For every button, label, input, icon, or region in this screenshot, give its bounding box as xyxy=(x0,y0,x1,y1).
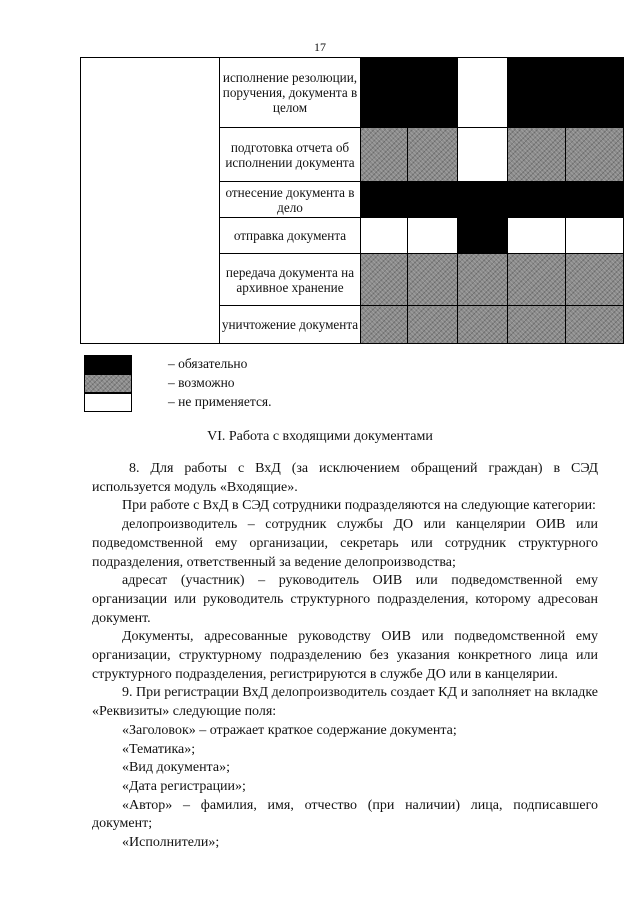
matrix-cell-gray xyxy=(508,254,566,306)
matrix-cell-gray xyxy=(361,254,408,306)
matrix-cell-black xyxy=(408,58,458,128)
matrix-cell-gray xyxy=(408,254,458,306)
matrix-cell-white xyxy=(408,218,458,254)
legend-swatch-white xyxy=(84,393,132,412)
matrix-cell-black xyxy=(361,58,408,128)
stage-label: отправка документа xyxy=(220,218,361,254)
paragraph: 8. Для работы с ВхД (за исключением обращений граждан) в СЭД используется модуль «Входящие». xyxy=(92,461,598,495)
paragraph: При работе с ВхД в СЭД сотрудники подразделяются на следующие категории: xyxy=(122,498,596,514)
matrix-cell-gray xyxy=(508,128,566,182)
matrix-cell-gray xyxy=(458,254,508,306)
stage-label: исполнение резолюции, поручения, документа в целом xyxy=(220,58,361,128)
matrix-cell-black xyxy=(458,182,508,218)
matrix-cell-gray xyxy=(508,306,566,344)
legend-swatch-black xyxy=(84,355,132,374)
stage-label: отнесение документа в дело xyxy=(220,182,361,218)
paragraph: делопроизводитель – сотрудник службы ДО или канцелярии ОИВ или подведомственной ему организации, секретарь или сотрудник структурного подразделения, ответственный за ведение делопроизводства; xyxy=(92,517,598,570)
paragraph: адресат (участник) – руководитель ОИВ или подведомственной ему организации или руководитель структурного подразделения, которому адресован документ. xyxy=(92,573,598,626)
paragraph: «Дата регистрации»; xyxy=(122,778,246,794)
stage-label: уничтожение документа xyxy=(220,306,361,344)
section-heading: VI. Работа с входящими документами xyxy=(207,429,433,444)
document-stage-matrix xyxy=(80,57,624,344)
matrix-cell-black xyxy=(566,182,624,218)
paragraph: «Тематика»; xyxy=(122,741,196,757)
matrix-cell-black xyxy=(408,182,458,218)
matrix-cell-black xyxy=(508,182,566,218)
paragraph: Документы, адресованные руководству ОИВ или подведомственной ему организации, структурному подразделению без указания конкретного лица или структурного подразделения, регистрируются в службе ДО или в канцелярии. xyxy=(92,629,598,682)
matrix-cell-gray xyxy=(566,254,624,306)
matrix-cell-white xyxy=(361,218,408,254)
matrix-cell-black xyxy=(361,182,408,218)
matrix-cell-gray xyxy=(408,128,458,182)
paragraph: «Вид документа»; xyxy=(122,760,230,776)
stage-label: подготовка отчета об исполнении документа xyxy=(220,128,361,182)
paragraph: 9. При регистрации ВхД делопроизводитель создает КД и заполняет на вкладке «Реквизиты» следующие поля: xyxy=(92,685,598,720)
paragraph: «Исполнители»; xyxy=(122,835,220,851)
matrix-cell-white xyxy=(458,58,508,128)
matrix-cell-white xyxy=(508,218,566,254)
matrix-cell-white xyxy=(458,128,508,182)
paragraph: «Автор» – фамилия, имя, отчество (при наличии) лица, подписавшего документ; xyxy=(92,797,598,832)
matrix-cell-gray xyxy=(361,128,408,182)
matrix-cell-black xyxy=(566,58,624,128)
paragraph: «Заголовок» – отражает краткое содержание документа; xyxy=(122,722,457,738)
legend-swatch-gray xyxy=(84,374,132,393)
matrix-cell-gray xyxy=(458,306,508,344)
matrix-cell-black xyxy=(458,218,508,254)
stage-label: передача документа на архивное хранение xyxy=(220,254,361,306)
matrix-cell-black xyxy=(508,58,566,128)
page-number: 17 xyxy=(314,40,326,54)
matrix-cell-gray xyxy=(566,306,624,344)
matrix-cell-gray xyxy=(566,128,624,182)
legend-label: – возможно xyxy=(168,375,235,390)
matrix-cell-white xyxy=(566,218,624,254)
empty-cell xyxy=(81,58,220,344)
legend-label: – не применяется. xyxy=(168,394,272,409)
matrix-row xyxy=(81,58,624,128)
matrix-cell-gray xyxy=(408,306,458,344)
body-text xyxy=(92,460,598,853)
matrix-cell-gray xyxy=(361,306,408,344)
legend-label: – обязательно xyxy=(168,356,248,371)
